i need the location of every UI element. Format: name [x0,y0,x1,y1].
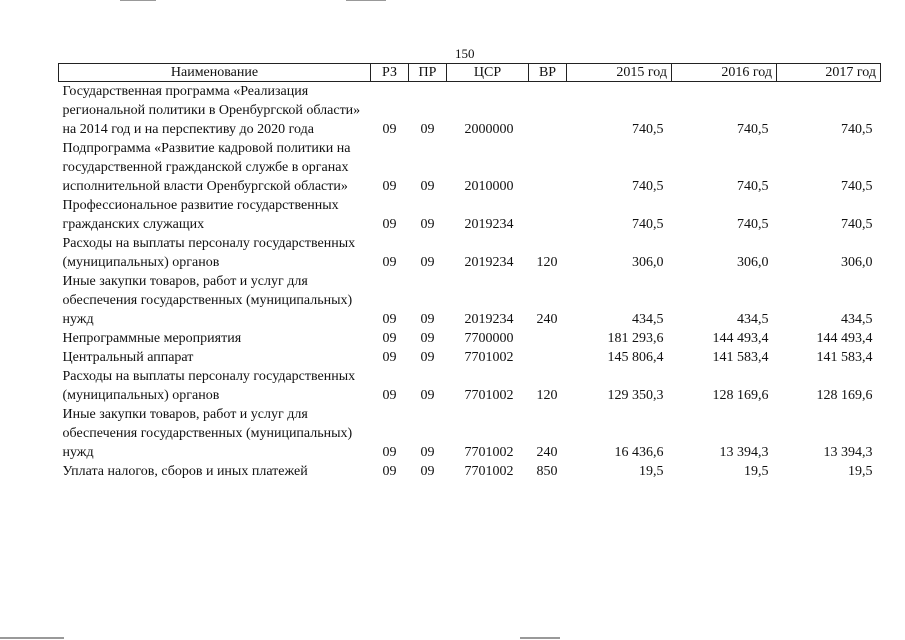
row-pr: 09 [420,255,435,270]
table-row [59,234,881,272]
row-2017: 128 169,6 [816,388,873,403]
row-2015: 306,0 [632,255,664,270]
header-2016: 2016 год [672,64,777,82]
row-2017: 144 493,4 [816,331,873,346]
row-pr: 09 [420,350,435,365]
table-row [59,329,881,348]
row-2016: 144 493,4 [712,331,769,346]
row-2015: 181 293,6 [607,331,664,346]
row-rz: 09 [382,388,397,403]
row-2015: 740,5 [632,122,664,137]
row-pr: 09 [420,388,435,403]
row-rz: 09 [382,255,397,270]
row-rz: 09 [382,217,397,232]
row-csr: 7701002 [464,350,514,365]
row-csr: 2019234 [464,255,514,270]
header-pr: ПР [409,64,447,82]
row-2015: 16 436,6 [614,445,664,460]
row-2016: 141 583,4 [712,350,769,365]
row-2016: 128 169,6 [712,388,769,403]
table-row [59,196,881,234]
row-2016: 19,5 [744,464,769,479]
row-2016: 740,5 [737,217,769,232]
row-2015: 145 806,4 [607,350,664,365]
row-name: Уплата налогов, сборов и иных платежей [62,464,308,479]
row-2016: 434,5 [737,312,769,327]
row-name: Расходы на выплаты персоналу государственных (муниципальных) органов [62,236,356,270]
row-vr: 850 [536,464,558,479]
row-csr: 2019234 [464,312,514,327]
row-rz: 09 [382,464,397,479]
row-name: Профессиональное развитие государственных гражданских служащих [62,198,339,232]
row-2017: 740,5 [841,217,873,232]
row-name: Государственная программа «Реализация региональной политики в Оренбургской области» на 2014 год и на перспективу до 2020 года [62,84,361,137]
page-number: 150 [455,46,475,61]
row-name: Иные закупки товаров, работ и услуг для обеспечения государственных (муниципальных) нужд [62,274,353,327]
row-2017: 306,0 [841,255,873,270]
row-2017: 434,5 [841,312,873,327]
row-rz: 09 [382,331,397,346]
row-vr: 120 [536,388,558,403]
header-2017: 2017 год [777,64,881,82]
row-rz: 09 [382,122,397,137]
row-vr: 240 [536,445,558,460]
budget-table [58,63,881,481]
row-2017: 740,5 [841,179,873,194]
row-name: Центральный аппарат [62,350,194,365]
scan-mark-bottom-left [0,637,64,639]
row-csr: 7701002 [464,445,514,460]
row-pr: 09 [420,312,435,327]
scan-mark-bottom-right [520,637,560,639]
header-csr: ЦСР [447,64,529,82]
row-vr [529,329,567,348]
row-csr: 7701002 [464,388,514,403]
row-vr [529,139,567,196]
row-csr: 2000000 [464,122,514,137]
row-2017: 740,5 [841,122,873,137]
row-vr [529,82,567,140]
scan-mark-top-left [120,0,156,1]
row-rz: 09 [382,350,397,365]
table-row [59,272,881,329]
scan-mark-top-right [346,0,386,1]
row-2017: 19,5 [848,464,873,479]
row-name: Подпрограмма «Развитие кадровой политики на государственной гражданской службе в органах исполнительной власти Оренбургской области» [62,141,351,194]
row-csr: 2010000 [464,179,514,194]
row-2015: 129 350,3 [607,388,664,403]
row-2016: 740,5 [737,122,769,137]
table-row [59,139,881,196]
row-2016: 306,0 [737,255,769,270]
row-name: Иные закупки товаров, работ и услуг для обеспечения государственных (муниципальных) нужд [62,407,353,460]
header-rz: РЗ [371,64,409,82]
row-2017: 141 583,4 [816,350,873,365]
row-name: Непрограммные мероприятия [62,331,242,346]
row-name: Расходы на выплаты персоналу государственных (муниципальных) органов [62,369,356,403]
row-2015: 19,5 [639,464,664,479]
row-2017: 13 394,3 [823,445,873,460]
row-rz: 09 [382,179,397,194]
row-2015: 740,5 [632,217,664,232]
table-row [59,82,881,140]
row-csr: 2019234 [464,217,514,232]
table-header-row [59,64,881,82]
row-vr [529,196,567,234]
row-pr: 09 [420,445,435,460]
table-row [59,367,881,405]
row-vr: 120 [536,255,558,270]
row-csr: 7701002 [464,464,514,479]
row-rz: 09 [382,312,397,327]
table-row [59,348,881,367]
row-csr: 7700000 [464,331,514,346]
header-2015: 2015 год [567,64,672,82]
header-name: Наименование [59,64,371,82]
row-pr: 09 [420,217,435,232]
row-rz: 09 [382,445,397,460]
row-vr [529,348,567,367]
row-2015: 434,5 [632,312,664,327]
row-pr: 09 [420,179,435,194]
row-2016: 13 394,3 [719,445,769,460]
row-2015: 740,5 [632,179,664,194]
table-row [59,405,881,462]
header-vr: ВР [529,64,567,82]
row-pr: 09 [420,122,435,137]
row-pr: 09 [420,464,435,479]
table-row [59,462,881,481]
row-vr: 240 [536,312,558,327]
row-pr: 09 [420,331,435,346]
row-2016: 740,5 [737,179,769,194]
